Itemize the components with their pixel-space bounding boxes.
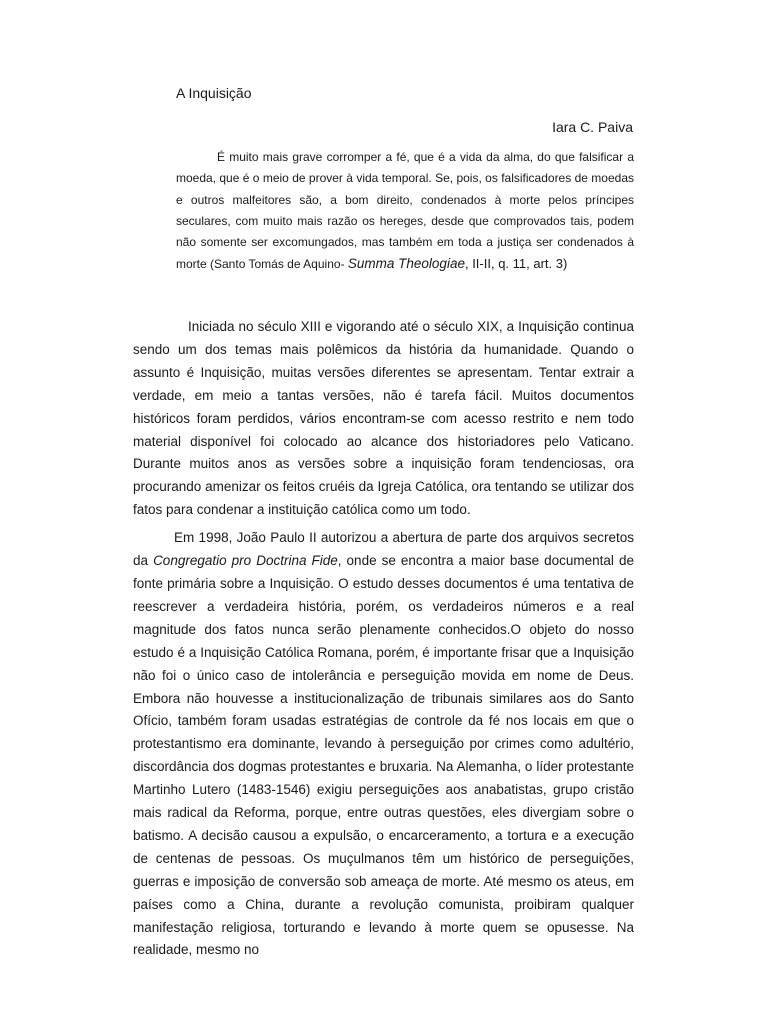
epigraph-reference: , II-II, q. 11, art. 3)	[464, 256, 568, 272]
body-text	[133, 316, 634, 967]
paragraph-2	[133, 527, 634, 962]
congregation-name: Congregatio pro Doctrina Fide	[153, 553, 338, 569]
document-title: A Inquisição	[176, 85, 252, 101]
paragraph-2-rest: , onde se encontra a maior base documental de fonte primária sobre a Inquisição. O estudo desses documentos é uma tentativa de reescrever a verdadeira história, porém, os verdadeiros números e a real magnitude dos fatos nunca serão plenamente conhecidos.O objeto do nosso estudo é a Inquisição Católica Romana, porém, é importante frisar que a Inquisição não foi o único caso de intolerância e perseguição movida em nome de Deus. Embora não houvesse a institucionalização de tribunais similares aos do Santo Ofício, também foram usadas estratégias de controle da fé nos locais em que o protestantismo era dominante, levando à perseguição por crimes como adultério, discordância dos dogmas protestantes e bruxaria. Na Alemanha, o líder protestante Martinho Lutero (1483-1546) exigiu perseguições aos anabatistas, grupo cristão mais radical da Reforma, porque, entre outras questões, eles divergiam sobre o batismo. A decisão causou a expulsão, o encarceramento, a tortura e a execução de centenas de pessoas. Os muçulmanos têm um histórico de perseguições, guerras e imposição de conversão sob ameaça de morte. Até mesmo os ateus, em países como a China, durante a revolução comunista, proibiram qualquer manifestação religiosa, torturando e levando à morte quem se opusesse. Na realidade, mesmo no	[133, 553, 634, 958]
epigraph-work-title: Summa Theologiae	[347, 256, 465, 272]
paragraph-1: Iniciada no século XIII e vigorando até o século XIX, a Inquisição continua sendo um dos temas mais polêmicos da história da humanidade. Quando o assunto é Inquisição, muitas versões diferentes se apresentam. Tentar extrair a verdade, em meio a tantas versões, não é tarefa fácil. Muitos documentos históricos foram perdidos, vários encontram-se com acesso restrito e nem todo material disponível foi colocado ao alcance dos historiadores pelo Vaticano. Durante muitos anos as versões sobre a inquisição foram tendenciosas, ora procurando amenizar os feitos cruéis da Igreja Católica, ora tentando se utilizar dos fatos para condenar a instituição católica como um todo.	[133, 319, 634, 518]
epigraph-quote	[176, 147, 634, 276]
paragraph-2-intro: Em 1998, João Paulo II autorizou a abertura de parte dos arquivos secretos da	[133, 530, 634, 569]
author-name: Iara C. Paiva	[552, 119, 633, 135]
epigraph-text: É muito mais grave corromper a fé, que é a vida da alma, do que falsificar a moeda, que é o meio de prover à vida temporal. Se, pois, os falsificadores de moedas e outros malfeitores são, a bom direito, condenados à morte pelos príncipes seculares, com muito mais razão os hereges, desde que comprovados tais, podem não somente ser excomungados, mas também em toda a justiça ser condenados à morte (Santo Tomás de Aquino-	[176, 150, 634, 272]
